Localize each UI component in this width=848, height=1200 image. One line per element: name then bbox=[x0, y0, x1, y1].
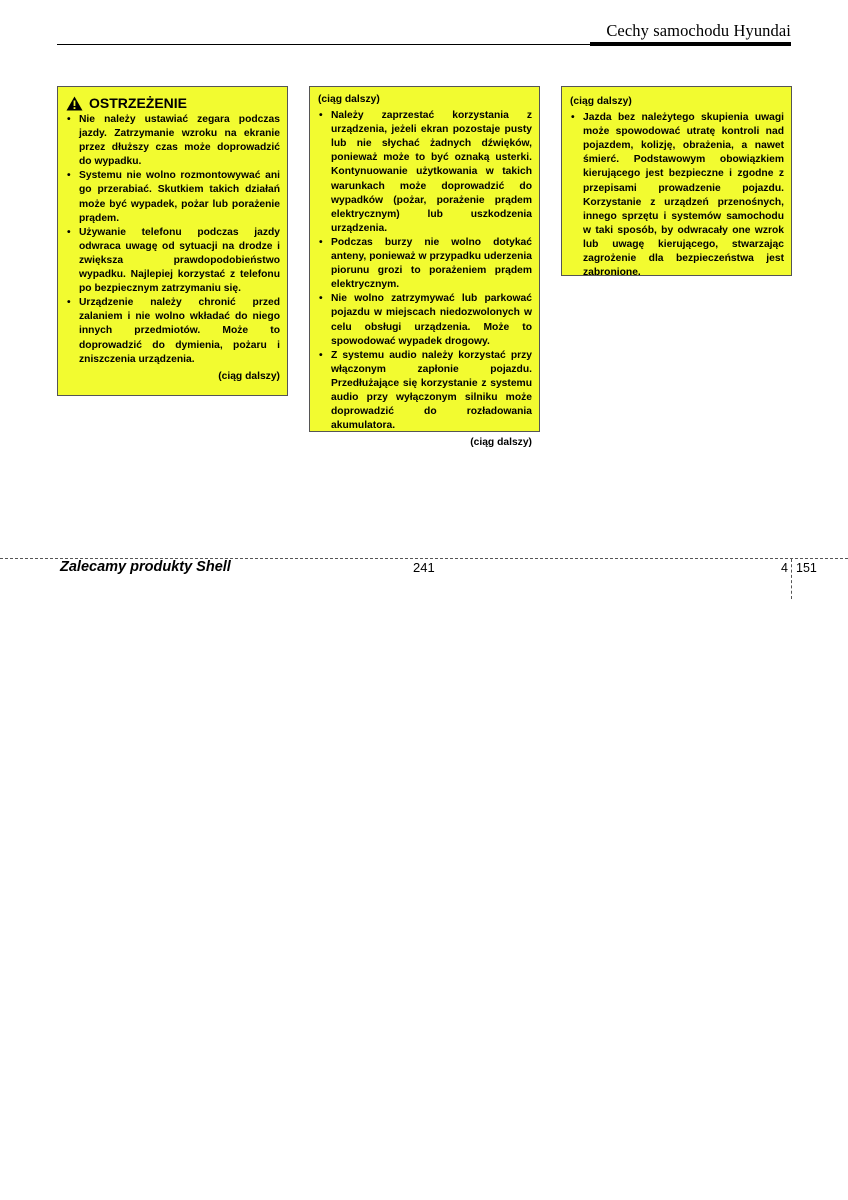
page-header-title: Cechy samochodu Hyundai bbox=[606, 21, 791, 40]
list-item: • Podczas burzy nie wolno dotykać anteny, ponieważ w przypadku uderzenia piorunu grozi to porażeniem prądem elektrycznym. bbox=[318, 236, 532, 292]
warning-list bbox=[66, 113, 280, 367]
footer-page-number: 151 bbox=[796, 561, 817, 575]
warning-triangle-icon bbox=[66, 96, 83, 111]
list-item: • Należy zaprzestać korzystania z urządzenia, jeżeli ekran pozostaje pusty lub nie słychać żadnych dźwięków, ponieważ może to być oznaką usterki. Kontynuowanie użytkowania w takich warunkach może doprowadzić do wypadków (pożar, porażenie prądem elektrycznym) lub uszkodzenia urządzenia. bbox=[318, 109, 532, 236]
footer-sheet-number: 241 bbox=[413, 560, 435, 575]
list-item: • Systemu nie wolno rozmontowywać ani go przerabiać. Skutkiem takich działań może być wypadek, pożar lub porażenie prądem. bbox=[66, 169, 280, 225]
warning-box-final bbox=[561, 86, 792, 279]
list-item: • Z systemu audio należy korzystać przy włączonym zapłonie pojazdu. Przedłużające się korzystanie z systemu audio przy wyłączonym silniku może doprowadzić do rozładowania akumulatora. bbox=[318, 349, 532, 434]
footer-sponsor-text: Zalecamy produkty Shell bbox=[60, 559, 231, 575]
continued-label: (ciąg dalszy) bbox=[470, 437, 532, 449]
list-item: • Nie należy ustawiać zegara podczas jazdy. Zatrzymanie wzroku na ekranie przez dłuższy czas może doprowadzić do wypadku. bbox=[66, 113, 280, 169]
warning-list bbox=[570, 111, 784, 280]
list-item: • Urządzenie należy chronić przed zalaniem i nie wolno wkładać do niego innych przedmiotów. Może to doprowadzić do dymienia, pożaru i zniszczenia urządzenia. bbox=[66, 296, 280, 366]
warning-box bbox=[57, 86, 288, 396]
header-accent-bar bbox=[590, 42, 791, 46]
warning-title-text: OSTRZEŻENIE bbox=[89, 95, 188, 111]
continued-label: (ciąg dalszy) bbox=[318, 94, 380, 105]
list-item: • Jazda bez należytego skupienia uwagi może spowodować utratę kontroli nad pojazdem, kolizję, obrażenia, a nawet śmierć. Podstawowym obowiązkiem kierującego jest bezpieczne i zgodne z przepisami prowadzenie pojazdu. Korzystanie z urządzeń przenośnych, innego sprzętu i systemów samochodu w taki sposób, by odwracały one wzrok lub uwagę kierującego, stwarzając zagrożenie dla bezpieczeństwa jest zabronione. bbox=[570, 111, 784, 280]
footer-section-number: 4 bbox=[781, 561, 788, 575]
list-item: • Używanie telefonu podczas jazdy odwraca uwagę od sytuacji na drodze i zwiększa prawdopodobieństwo wypadku. Najlepiej korzystać z telefonu po bezpiecznym zatrzymaniu się. bbox=[66, 226, 280, 296]
continued-label: (ciąg dalszy) bbox=[218, 370, 280, 382]
continued-label: (ciąg dalszy) bbox=[570, 96, 632, 107]
warning-box-continued bbox=[309, 86, 540, 449]
list-item: • Nie wolno zatrzymywać lub parkować pojazdu w miejscach niedozwolonych w celu obsługi urządzenia. Może to spowodować wypadek drogowy. bbox=[318, 292, 532, 348]
warning-heading bbox=[66, 94, 280, 112]
page-number-divider bbox=[791, 559, 792, 599]
warning-list bbox=[318, 109, 532, 433]
